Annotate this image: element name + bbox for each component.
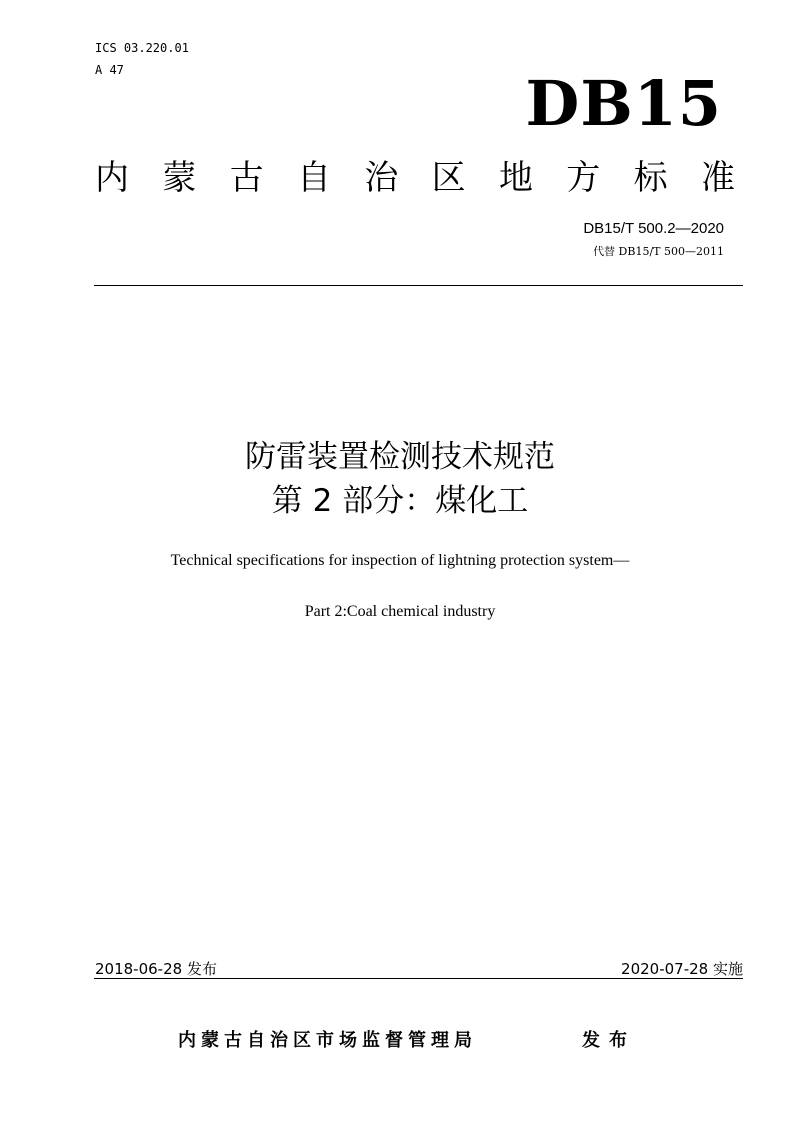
english-title-line-2: Part 2:Coal chemical industry: [304, 603, 496, 620]
issue-label: 发布: [582, 1030, 636, 1051]
header-divider: [94, 285, 743, 286]
standard-type-char: 治: [364, 158, 399, 198]
chinese-title-line-2: 第 2 部分：煤化工: [271, 483, 529, 519]
standard-type-char: 区: [431, 158, 466, 198]
chinese-title-line-1: 防雷装置检测技术规范: [245, 439, 555, 475]
standard-code-logo: DB15: [525, 67, 722, 140]
english-title-line-1: Technical specifications for inspection of lightning protection system—: [170, 552, 630, 569]
implementation-date: 2020-07-28 实施: [621, 960, 743, 978]
standard-type-char: 准: [700, 158, 735, 198]
standard-type-char: 方: [566, 158, 601, 198]
standard-type-char: 内: [95, 158, 129, 198]
footer-divider: [94, 978, 743, 979]
standard-type-char: 自: [296, 158, 331, 198]
standard-type-char: 蒙: [162, 158, 197, 198]
standard-type-char: 标: [633, 158, 668, 198]
standard-type-title: [95, 156, 735, 200]
issuing-authority: 内蒙古自治区市场监督管理局: [178, 1030, 477, 1051]
ics-code: ICS 03.220.01: [95, 41, 189, 55]
replaces-note: 代替 DB15/T 500—2011: [593, 245, 724, 258]
standard-type-char: 地: [498, 158, 533, 198]
standard-type-char: 古: [229, 158, 264, 198]
issue-date: 2018-06-28 发布: [95, 960, 217, 978]
ccs-code: A 47: [95, 63, 124, 77]
standard-number: DB15/T 500.2—2020: [583, 220, 724, 237]
